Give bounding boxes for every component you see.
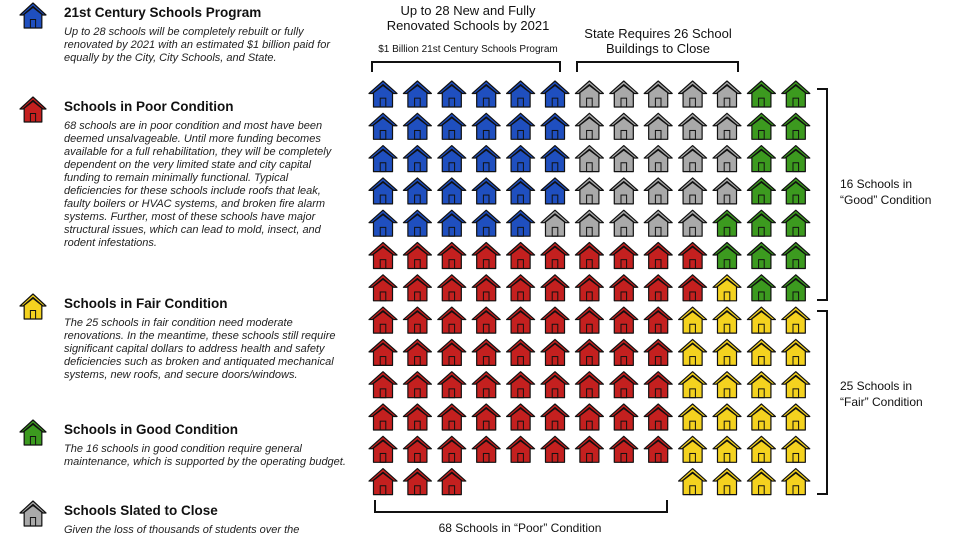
house-icon-poor: [610, 404, 638, 430]
fair-bracket: [817, 311, 827, 494]
house-icon-poor: [403, 243, 431, 269]
house-icon-poor: [403, 339, 431, 365]
house-icon-fair: [713, 404, 741, 430]
house-icon-poor: [403, 404, 431, 430]
house-icon-poor: [541, 404, 569, 430]
house-icon-poor: [438, 307, 466, 333]
house-icon-poor: [644, 275, 672, 301]
house-icon-closing: [575, 178, 603, 204]
house-icon-closing: [610, 113, 638, 139]
fair-label-line1: 25 Schools in: [840, 379, 913, 393]
house-icon-program: [507, 113, 535, 139]
house-icon-closing: [541, 210, 569, 236]
house-icon-poor: [438, 469, 466, 495]
house-icon-program: [369, 210, 397, 236]
legend-title: Schools in Good Condition: [64, 422, 238, 437]
house-icon-poor: [507, 404, 535, 430]
good-label: [840, 176, 931, 208]
legend-description: The 16 schools in good condition require general maintenance, which is supported by the operating budget.: [64, 443, 346, 468]
house-icon-poor: [644, 404, 672, 430]
house-icon-closing: [644, 113, 672, 139]
house-icon-poor: [679, 275, 707, 301]
house-icon-poor: [438, 404, 466, 430]
legend-title: Schools Slated to Close: [64, 503, 218, 518]
house-icon-poor: [472, 372, 500, 398]
house-icon-closing: [679, 113, 707, 139]
house-icon-good: [747, 178, 775, 204]
house-icon-program: [369, 178, 397, 204]
house-icon-fair: [679, 372, 707, 398]
house-icon-poor: [575, 404, 603, 430]
house-icon-program: [369, 146, 397, 172]
house-icon-poor: [438, 436, 466, 462]
program-bracket: [372, 62, 560, 72]
poor-label: 68 Schools in “Poor” Condition: [438, 521, 602, 535]
legend-description: Given the loss of thousands of students over the: [64, 524, 300, 536]
house-icon-good: [782, 210, 810, 236]
house-icon-program: [472, 81, 500, 107]
house-icon-good: [747, 210, 775, 236]
house-icon-good: [782, 275, 810, 301]
house-icon-poor: [507, 339, 535, 365]
program-header-line2: Renovated Schools by 2021: [386, 18, 550, 33]
house-icon-fair: [747, 469, 775, 495]
house-icon-poor: [369, 243, 397, 269]
house-icon-poor: [438, 372, 466, 398]
house-icon-good: [747, 81, 775, 107]
program-header-line1: Up to 28 New and Fully: [400, 3, 536, 18]
house-icon-poor: [644, 243, 672, 269]
close-header-line1: State Requires 26 School: [584, 26, 732, 41]
house-icon-program: [403, 146, 431, 172]
legend-description: 68 schools are in poor condition and most have been deemed unsalvageable. Until more funding becomes available for a full rehabilitation, they will be completely dependent on the very limited state and city capital funding to remain minimally functional. Typical deficiencies for these schools include roofs that leak, faulty boilers or HVAC systems, and broken fire alarm systems. Further, most of these schools have major structural issues, which can lead to mold, insect, and rodent infestations.: [64, 120, 332, 249]
house-icon-poor: [403, 307, 431, 333]
house-icon-poor: [541, 275, 569, 301]
house-icon-poor: [575, 307, 603, 333]
house-icon-fair: [747, 372, 775, 398]
legend-description: Up to 28 schools will be completely rebuilt or fully renovated by 2021 with an estimated $1 billion paid for equally by the City, City Schools, and State.: [64, 26, 331, 64]
house-icon-program: [507, 178, 535, 204]
close-bracket: [577, 62, 738, 72]
house-icon-poor: [507, 307, 535, 333]
house-icon-poor: [472, 307, 500, 333]
house-icon-poor: [575, 372, 603, 398]
house-icon-fair: [747, 436, 775, 462]
house-icon-program: [541, 146, 569, 172]
house-icon-program: [369, 113, 397, 139]
house-icon-fair: [782, 372, 810, 398]
house-icon-poor: [644, 436, 672, 462]
house-icon-poor: [438, 275, 466, 301]
poor-bracket: [375, 500, 667, 512]
legend-title: 21st Century Schools Program: [64, 5, 262, 20]
house-icon-closing: [713, 146, 741, 172]
house-icon-closing: [679, 210, 707, 236]
house-icon-poor: [644, 372, 672, 398]
house-icon-program: [438, 146, 466, 172]
house-icon-closing: [610, 81, 638, 107]
house-icon-closing: [575, 146, 603, 172]
house-icon-fair: [679, 307, 707, 333]
house-icon-closing: [575, 210, 603, 236]
house-icon-fair: [713, 275, 741, 301]
house-icon-poor: [575, 436, 603, 462]
house-icon-closing: [644, 146, 672, 172]
house-icon-poor: [507, 275, 535, 301]
house-icon-poor: [610, 307, 638, 333]
house-icon-poor: [369, 436, 397, 462]
house-icon-poor: [541, 339, 569, 365]
house-icon-poor: [644, 307, 672, 333]
house-icon-good: [747, 113, 775, 139]
house-icon-program: [438, 81, 466, 107]
close-header-line2: Buildings to Close: [605, 41, 711, 56]
house-icon-good: [782, 178, 810, 204]
legend-description: The 25 schools in fair condition need moderate renovations. In the meantime, these schools still require significant capital dollars to address health and safety deficiencies such as broken and antiquated mechanical systems, new roofs, and secure doors/windows.: [64, 317, 336, 381]
house-icon-fair: [747, 404, 775, 430]
house-icon-closing: [610, 178, 638, 204]
house-icon-fair: [679, 469, 707, 495]
house-icon-poor: [438, 339, 466, 365]
house-icon-poor: [369, 307, 397, 333]
house-icon-program: [403, 178, 431, 204]
house-icon-closing: [713, 81, 741, 107]
house-icon-closing: [679, 146, 707, 172]
legend-title: Schools in Poor Condition: [64, 99, 234, 114]
house-icon-fair: [713, 436, 741, 462]
house-icon-closing: [679, 178, 707, 204]
house-icon-good: [747, 146, 775, 172]
house-icon-fair: [679, 436, 707, 462]
house-icon-closing: [610, 146, 638, 172]
house-icon-poor: [644, 339, 672, 365]
house-icon-poor: [472, 243, 500, 269]
house-icon-poor: [472, 275, 500, 301]
house-icon-poor: [507, 372, 535, 398]
house-icon-closing: [679, 81, 707, 107]
house-icon-program: [438, 178, 466, 204]
house-icon-poor: [369, 275, 397, 301]
legend-title: Schools in Fair Condition: [64, 296, 228, 311]
house-icon-poor: [369, 339, 397, 365]
house-icon-poor: [369, 372, 397, 398]
house-icon-program: [472, 178, 500, 204]
house-icon-poor: [610, 372, 638, 398]
house-icon-program: [472, 210, 500, 236]
good-label-line2: “Good” Condition: [840, 193, 932, 207]
house-icon-program: [403, 81, 431, 107]
house-icon-fair: [713, 469, 741, 495]
house-icon-fair: [713, 339, 741, 365]
house-icon-closing: [575, 113, 603, 139]
house-icon-poor: [575, 339, 603, 365]
house-icon-program: [541, 113, 569, 139]
house-icon-closing: [713, 178, 741, 204]
house-icon-poor: [610, 339, 638, 365]
house-icon-poor: [403, 436, 431, 462]
house-icon-closing: [644, 81, 672, 107]
house-icon-program: [541, 178, 569, 204]
house-icon-poor: [472, 339, 500, 365]
house-icon-closing: [644, 210, 672, 236]
house-icon-program: [403, 210, 431, 236]
house-icon-poor: [438, 243, 466, 269]
house-icon-program: [472, 113, 500, 139]
house-icon-fair: [782, 339, 810, 365]
house-icon-good: [713, 243, 741, 269]
house-icon-fair: [679, 339, 707, 365]
house-icon-good: [713, 210, 741, 236]
house-icon-closing: [713, 113, 741, 139]
house-icon-fair: [782, 469, 810, 495]
fair-label: [840, 378, 923, 410]
house-icon-poor: [610, 243, 638, 269]
house-icon-good: [782, 243, 810, 269]
house-icon-fair: [782, 436, 810, 462]
house-icon-fair: [679, 404, 707, 430]
house-icon-good: [782, 146, 810, 172]
fair-label-line2: “Fair” Condition: [840, 395, 923, 409]
house-icon-poor: [403, 372, 431, 398]
house-icon-poor: [472, 436, 500, 462]
house-icon-poor: [507, 243, 535, 269]
house-icon-poor: [507, 436, 535, 462]
house-icon-closing: [644, 178, 672, 204]
house-icon-good: [747, 243, 775, 269]
house-icon-program: [438, 210, 466, 236]
house-icon-fair: [747, 307, 775, 333]
house-icon-closing: [575, 81, 603, 107]
house-icon-fair: [747, 339, 775, 365]
house-icon-poor: [403, 275, 431, 301]
house-icon-poor: [541, 372, 569, 398]
house-icon-closing: [610, 210, 638, 236]
house-icon-poor: [369, 404, 397, 430]
house-icon-fair: [713, 307, 741, 333]
good-label-line1: 16 Schools in: [840, 177, 913, 191]
house-icon-program: [507, 146, 535, 172]
good-bracket: [817, 89, 827, 300]
house-icon-poor: [369, 469, 397, 495]
house-icon-poor: [610, 275, 638, 301]
house-icon-poor: [541, 307, 569, 333]
house-icon-program: [472, 146, 500, 172]
house-icon-poor: [403, 469, 431, 495]
house-icon-good: [782, 81, 810, 107]
house-icon-program: [541, 81, 569, 107]
house-icon-good: [782, 113, 810, 139]
house-icon-poor: [575, 275, 603, 301]
program-subheader: $1 Billion 21st Century Schools Program: [378, 44, 558, 55]
house-icon-program: [369, 81, 397, 107]
house-icon-poor: [541, 243, 569, 269]
house-icon-poor: [575, 243, 603, 269]
house-icon-poor: [541, 436, 569, 462]
house-icon-fair: [782, 404, 810, 430]
house-icon-good: [747, 275, 775, 301]
house-icon-fair: [713, 372, 741, 398]
house-icon-poor: [610, 436, 638, 462]
house-icons: [369, 81, 810, 495]
house-icon-fair: [782, 307, 810, 333]
house-icon-program: [438, 113, 466, 139]
house-icon-poor: [472, 404, 500, 430]
house-icon-program: [403, 113, 431, 139]
house-icon-program: [507, 81, 535, 107]
house-icon-poor: [679, 243, 707, 269]
house-icon-program: [507, 210, 535, 236]
